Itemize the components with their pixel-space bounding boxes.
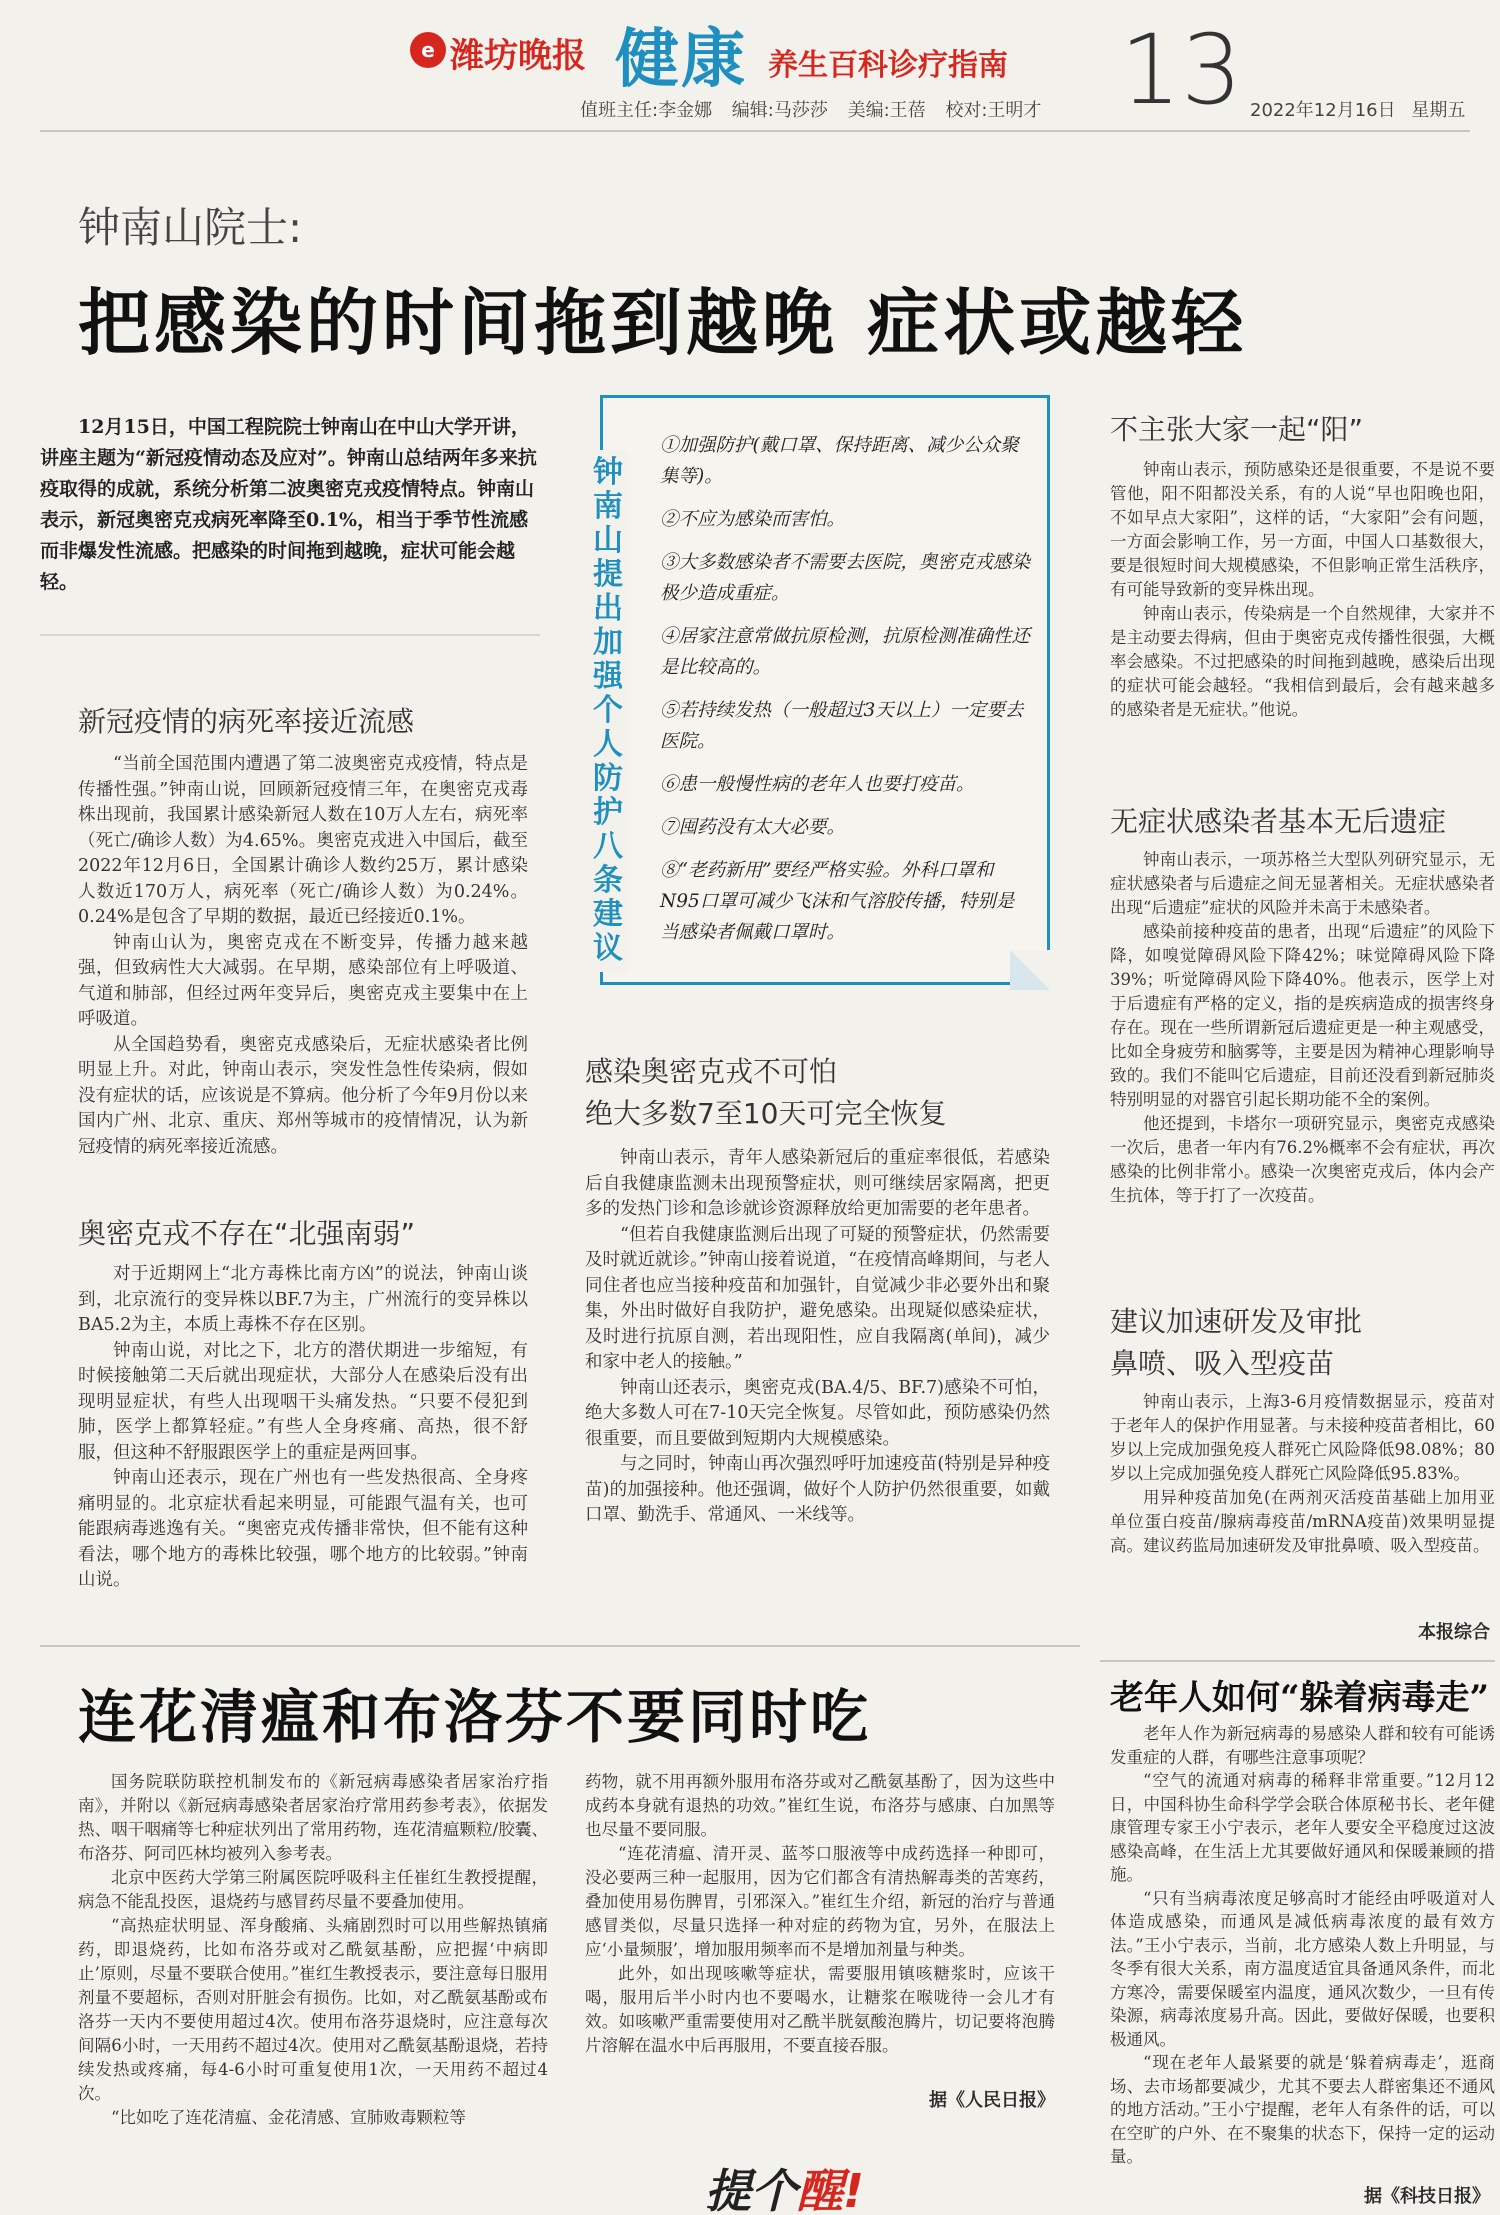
date: 2022年12月16日 [1250,100,1396,121]
advice-box-title: 钟南山提出加强个人防护八条建议 [588,450,628,972]
advice-item: ④居家注意常做抗原检测，抗原检测准确性还是比较高的。 [660,626,1031,678]
paragraph: 钟南山认为，奥密克戎在不断变异，传播力越来越强，但致病性大大减弱。在早期，感染部位有上呼吸道、气道和肺部，但经过两年变异后，奥密克戎主要集中在上呼吸道。 [78,932,528,1029]
dateline [1250,96,1465,122]
newspaper-logo-icon: e [410,32,446,68]
third-headline: 老年人如何“躲着病毒走” [1110,1678,1490,1718]
reminder-highlight: 醒 [797,2164,843,2215]
subheading-yang: 不主张大家一起“阳” [1110,413,1364,446]
paragraph: 钟南山表示，一项苏格兰大型队列研究显示，无症状感染者与后遗症之间无显著相关。无症状感染者出现“后遗症”症状的风险并未高于未感染者。 [1110,850,1495,917]
subheading-north-south: 奥密克戎不存在“北强南弱” [78,1217,416,1250]
subheading-recovery-2: 绝大多数7至10天可完全恢复 [585,1097,947,1130]
section-recovery [585,1146,1050,1529]
section-vaccine [1110,1390,1495,1558]
article-kicker: 钟南山院士: [78,203,303,252]
paragraph: 此外，如出现咳嗽等症状，需要服用镇咳糖浆时，应该干喝，服用后半小时内也不要喝水，让糖浆在喉咙待一会儿才有效。如咳嗽严重需要使用对乙酰半胱氨酸泡腾片，切记要将泡腾片溶解在温水中后再服用，不要直接吞服。 [585,1964,1055,2055]
reminder-banner [705,2155,864,2215]
paragraph: “空气的流通对病毒的稀释非常重要。”12月12日，中国科协生命科学学会联合体原秘书长、老年健康管理专家王小宁表示，老年人要安全平稳度过这波感染高峰，在生活上尤其要做好通风和保暖兼顾的措施。 [1110,1771,1495,1884]
second-headline: 连花清瘟和布洛芬不要同时吃 [78,1683,872,1751]
paragraph: 钟南山表示，上海3-6月疫情数据显示，疫苗对于老年人的保护作用显著。与未接种疫苗者相比，60岁以上完成加强免疫人群死亡风险降低98.08%；80岁以上完成加强免疫人群死亡风险降低95.83%。 [1110,1392,1495,1483]
paragraph: 钟南山还表示，奥密克戎(BA.4/5、BF.7)感染不可怕，绝大多数人可在7-10天完全恢复。尽管如此，预防感染仍然很重要，而且要做到短期内大规模感染。 [585,1377,1050,1449]
paragraph: 从全国趋势看，奥密克戎感染后，无症状感染者比例明显上升。对此，钟南山表示，突发性急性传染病，假如没有症状的话，应该说是不算病。他分析了今年9月份以来国内广州、北京、重庆、郑州等城市的疫情情况，认为新冠疫情的病死率接近流感。 [78,1034,528,1157]
paragraph: “只有当病毒浓度足够高时才能经由呼吸道对人体造成感染，而通风是减低病毒浓度的最有效方法。”王小宁表示，当前，北方感染人数上升明显，与冬季有很大关系，南方温度适宜具备通风条件，而北方寒冷，需要保暖室内温度，通风次数少，一旦有传染源，病毒浓度易升高。因此，要做好保暖，也要积极通风。 [1110,1888,1495,2049]
paragraph: 北京中医药大学第三附属医院呼吸科主任崔红生教授提醒，病急不能乱投医，退烧药与感冒药尽量不要叠加使用。 [78,1868,548,1911]
article-lead: 12月15日，中国工程院院士钟南山在中山大学开讲，讲座主题为“新冠疫情动态及应对”。钟南山总结两年多来抗疫取得的成就，系统分析第二波奥密克戎疫情特点。钟南山表示，新冠奥密克戎病死率降至0.1%，相当于季节性流感而非爆发性流感。把感染的时间拖到越晚，症状可能会越轻。 [40,416,537,593]
section-fatality-rate [78,752,528,1160]
reminder-text: 提个 [705,2164,797,2215]
section-north-south [78,1262,528,1594]
editor-credits: 值班主任:李金娜 编辑:马莎莎 美编:王蓓 校对:王明才 [580,100,1042,121]
advice-item: ⑤若持续发热（一般超过3天以上）一定要去医院。 [660,700,1024,752]
newspaper-logo: 潍坊晚报 [450,36,586,76]
paragraph: 用异种疫苗加免(在两剂灭活疫苗基础上加用亚单位蛋白疫苗/腺病毒疫苗/mRNA疫苗)效果明显提高。建议药监局加速研发及审批鼻喷、吸入型疫苗。 [1110,1488,1495,1555]
main-headline: 把感染的时间拖到越晚 症状或越轻 [78,281,1248,365]
source-credit: 据《科技日报》 [1364,2186,1490,2207]
subheading-sequelae: 无症状感染者基本无后遗症 [1110,805,1447,838]
paragraph: 钟南山表示，预防感染还是很重要，不是说不要管他，阳不阳都没关系，有的人说“早也阳晚也阳，不如早点大家阳”，这样的话，“大家阳”会有问题，一方面会影响工作，另一方面，中国人口基数很大，要是很短时间大规模感染，不但影响正常生活秩序，有可能导致新的变异株出现。 [1110,460,1495,599]
section-sequelae [1110,848,1495,1208]
paragraph: 国务院联防联控机制发布的《新冠病毒感染者居家治疗指南》，并附以《新冠病毒感染者居家治疗常用药参考表》，依据发热、咽干咽痛等七种症状列出了常用药物，连花清瘟颗粒/胶囊、布洛芬、阿司匹林均被列入参考表。 [78,1772,548,1863]
source-credit: 据《人民日报》 [929,2090,1055,2111]
paragraph: 他还提到，卡塔尔一项研究显示，奥密克戎感染一次后，患者一年内有76.2%概率不会有症状，再次感染的比例非常小。感染一次奥密克戎后，体内会产生抗体，等于打了一次疫苗。 [1110,1114,1495,1205]
paragraph: “但若自我健康监测后出现了可疑的预警症状，仍然需要及时就近就诊。”钟南山接着说道，“在疫情高峰期间，与老人同住者也应当接种疫苗和加强针，自觉减少非必要外出和聚集，外出时做好自我防护，避免感染。出现疑似感染症状，及时进行抗原自测，若出现阳性，应自我隔离(单间)，减少和家中老人的接触。” [585,1224,1050,1372]
page-number: 13 [1120,14,1243,126]
source-credit: 本报综合 [1418,1622,1490,1643]
article2-left-column [78,1770,548,2130]
paragraph: “当前全国范围内遭遇了第二波奥密克戎疫情，特点是传播性强。”钟南山说，回顾新冠疫情三年，在奥密克戎毒株出现前，我国累计感染新冠人数在10万人左右，病死率（死亡/确诊人数）为4.65%。奥密克戎进入中国后，截至2022年12月6日，全国累计确诊人数约25万，累计感染人数近170万人，病死率（死亡/确诊人数）为0.24%。0.24%是包含了早期的数据，最近已经接近0.1%。 [78,754,528,927]
paragraph: “高热症状明显、浑身酸痛、头痛剧烈时可以用些解热镇痛药，即退烧药，比如布洛芬或对乙酰氨基酚，应把握‘中病即止’原则，尽量不要联合使用。”崔红生教授表示，要注意每日服用剂量不要超标，否则对肝脏会有损伤。比如，对乙酰氨基酚或布洛芬一天内不要使用超过4次。使用布洛芬退烧时，应注意每次间隔6小时，一天用药不超过4次。使用对乙酰氨基酚退烧，若持续发热或疼痛，每4-6小时可重复使用1次，一天用药不超过4次。 [78,1916,548,2103]
paragraph: “连花清瘟、清开灵、蓝芩口服液等中成药选择一种即可，没必要两三种一起服用，因为它们都含有清热解毒类的苦寒药，叠加使用易伤脾胃，引邪深入。”崔红生介绍，新冠的治疗与普通感冒类似，尽量只选择一种对症的药物为宜，另外，在服法上应‘小量频服’，增加服用频率而不是增加剂量与种类。 [585,1844,1055,1959]
section-yang [1110,458,1495,722]
subheading-vaccine-2: 鼻喷、吸入型疫苗 [1110,1347,1335,1380]
section-subtitle: 养生百科诊疗指南 [768,48,1008,83]
section-divider [1100,1660,1495,1662]
lead-divider [40,634,540,636]
paragraph: 钟南山说，对比之下，北方的潜伏期进一步缩短，有时候接触第二天后就出现症状，大部分人在感染后没有出现明显症状，有些人出现咽干头痛发热。“只要不侵犯到肺，医学上都算轻症。”有些人全身疼痛、高热，很不舒服，但这种不舒服跟医学上的重症是两回事。 [78,1340,528,1463]
paragraph: “现在老年人最紧要的就是‘躲着病毒走’，逛商场、去市场都要减少，尤其不要去人群密集还不通风的地方活动。”王小宁提醒，老年人有条件的话，可以在空旷的户外、在不聚集的状态下，保持一定的运动量。 [1110,2053,1495,2166]
advice-list [660,430,1032,960]
advice-item: ⑦囤药没有太大必要。 [660,817,846,838]
advice-item: ②不应为感染而害怕。 [660,509,846,530]
section-title: 健康 [615,23,747,97]
paragraph: 老年人作为新冠病毒的易感染人群和较有可能诱发重症的人群，有哪些注意事项呢？ [1110,1724,1495,1767]
exclamation-icon: ! [843,2164,864,2215]
subheading-vaccine-1: 建议加速研发及审批 [1110,1305,1363,1338]
weekday: 星期五 [1411,100,1466,121]
header-divider [40,130,1470,132]
advice-item: ⑧“老药新用”要经严格实验。外科口罩和N95口罩可减少飞沫和气溶胶传播，特别是当感染者佩戴口罩时。 [660,860,1015,943]
section-divider [40,1645,1080,1647]
paragraph: 钟南山还表示，现在广州也有一些发热很高、全身疼痛明显的。北京症状看起来明显，可能跟气温有关，也可能跟病毒逃逸有关。“奥密克戎传播非常快，但不能有这种看法，哪个地方的毒株比较强，哪个地方的比较弱。”钟南山说。 [78,1468,528,1590]
paragraph: 与之同时，钟南山再次强烈呼吁加速疫苗(特别是异种疫苗)的加强接种。他还强调，做好个人防护仍然很重要，如戴口罩、勤洗手、常通风、一米线等。 [585,1454,1050,1525]
article3-body [1110,1722,1495,2169]
article2-right-column [585,1770,1055,2058]
paragraph: 钟南山表示，青年人感染新冠后的重症率很低，若感染后自我健康监测未出现预警症状，则可继续居家隔离，把更多的发热门诊和急诊就诊资源释放给更加需要的老年患者。 [585,1148,1050,1219]
advice-item: ⑥患一般慢性病的老年人也要打疫苗。 [660,774,975,795]
subheading-fatality-rate: 新冠疫情的病死率接近流感 [78,705,415,738]
paragraph: “比如吃了连花清瘟、金花清感、宣肺败毒颗粒等 [111,2108,466,2127]
paragraph: 药物，就不用再额外服用布洛芬或对乙酰氨基酚了，因为这些中成药本身就有退热的功效。”崔红生说，布洛芬与感康、白加黑等也尽量不要同服。 [585,1772,1055,1839]
paragraph: 钟南山表示，传染病是一个自然规律，大家并不是主动要去得病，但由于奥密克戎传播性很强，大概率会感染。不过把感染的时间拖到越晚，感染后出现的症状可能会越轻。“我相信到最后，会有越来越多的感染者是无症状。”他说。 [1110,604,1495,719]
advice-item: ①加强防护(戴口罩、保持距离、减少公众聚集等)。 [660,435,1019,487]
advice-item: ③大多数感染者不需要去医院，奥密克戎感染极少造成重症。 [660,552,1031,604]
paragraph: 感染前接种疫苗的患者，出现“后遗症”的风险下降，如嗅觉障碍风险下降42%；味觉障碍风险下降39%；听觉障碍风险下降40%。他表示，医学上对于后遗症有严格的定义，指的是疾病造成的损害终身存在。现在一些所谓新冠后遗症更是一种主观感受，比如全身疲劳和脑雾等，主要是因为精神心理影响导致的。我们不能叫它后遗症，目前还没看到新冠肺炎特别明显的对器官引起长期功能不全的案例。 [1110,922,1495,1109]
paragraph: 对于近期网上“北方毒株比南方凶”的说法，钟南山谈到，北京流行的变异株以BF.7为主，广州流行的变异株以BA5.2为主，本质上毒株不存在区别。 [78,1264,528,1335]
subheading-recovery-1: 感染奥密克戎不可怕 [585,1055,838,1088]
